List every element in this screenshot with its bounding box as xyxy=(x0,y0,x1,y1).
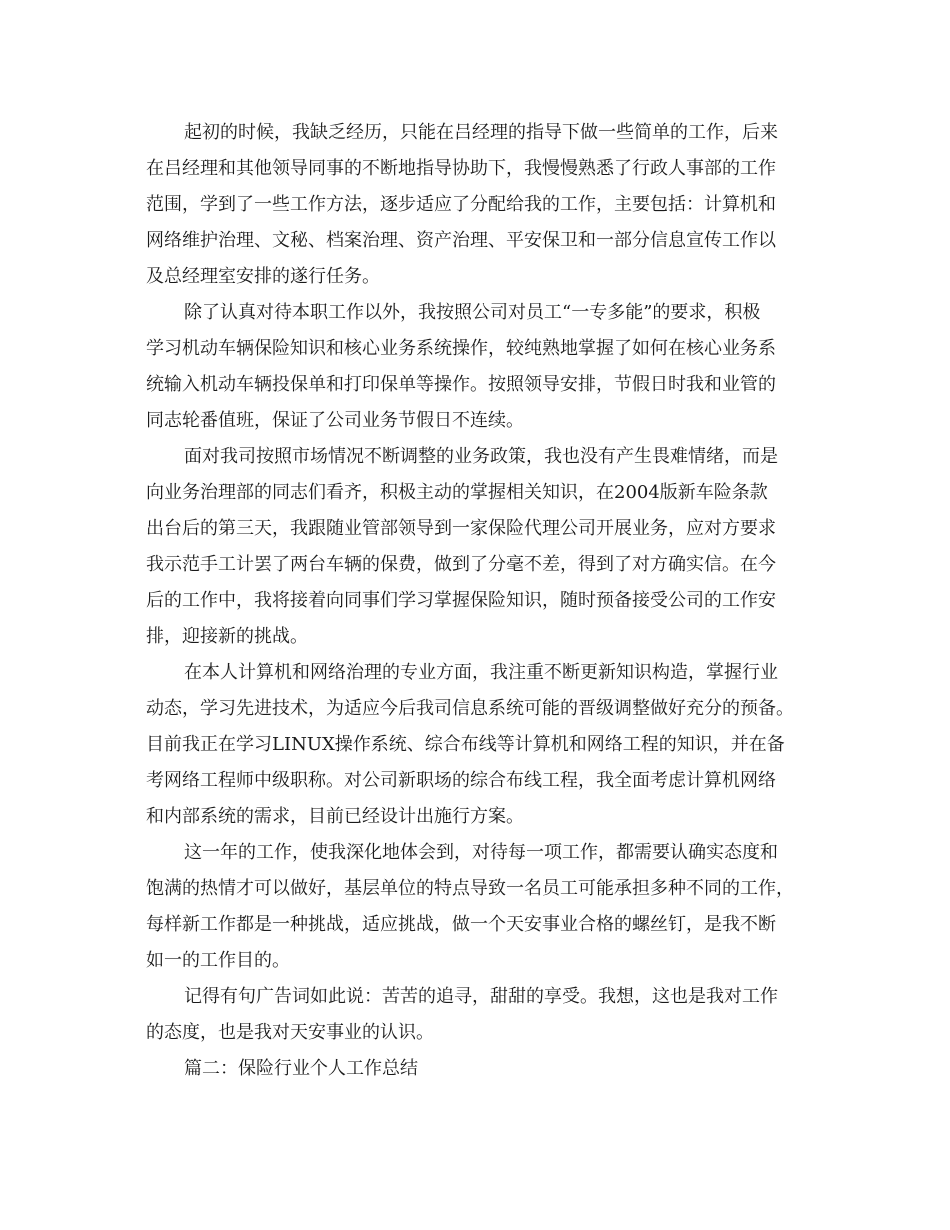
paragraph-line: 目前我正在学习LINUX操作系统、综合布线等计算机和网络工程的知识，并在备 xyxy=(146,734,785,755)
paragraph-line: 面对我司按照市场情况不断调整的业务政策，我也没有产生畏难情绪，而是 xyxy=(184,446,778,467)
paragraph-line: 统输入机动车辆投保单和打印保单等操作。按照领导安排，节假日时我和业管的 xyxy=(146,374,776,395)
paragraph-line: 学习机动车辆保险知识和核心业务系统操作，较纯熟地掌握了如何在核心业务系 xyxy=(146,338,776,359)
section-heading xyxy=(146,1051,806,1087)
paragraph-line: 同志轮番值班，保证了公司业务节假日不连续。 xyxy=(146,410,524,431)
paragraph-line: 记得有句广告词如此说：苦苦的追寻，甜甜的享受。我想，这也是我对工作 xyxy=(184,986,778,1007)
paragraph-line: 出台后的第三天，我跟随业管部领导到一家保险代理公司开展业务，应对方要求 xyxy=(146,518,776,539)
paragraph-line: 在吕经理和其他领导同事的不断地指导协助下，我慢慢熟悉了行政人事部的工作 xyxy=(146,158,776,179)
paragraph-line: 考网络工程师中级职称。对公司新职场的综合布线工程，我全面考虑计算机网络 xyxy=(146,770,776,791)
paragraph-line: 这一年的工作，使我深化地体会到，对待每一项工作，都需要认确实态度和 xyxy=(184,842,778,863)
paragraph-line: 除了认真对待本职工作以外，我按照公司对员工“一专多能”的要求，积极 xyxy=(184,302,761,323)
paragraph-line: 如一的工作目的。 xyxy=(146,950,290,971)
paragraph-line: 范围，学到了一些工作方法，逐步适应了分配给我的工作，主要包括：计算机和 xyxy=(146,194,776,215)
paragraph-2 xyxy=(146,295,806,439)
paragraph-line: 动态，学习先进技术，为适应今后我司信息系统可能的晋级调整做好充分的预备。 xyxy=(146,698,794,719)
paragraph-line: 排，迎接新的挑战。 xyxy=(146,626,308,647)
paragraph-line: 网络维护治理、文秘、档案治理、资产治理、平安保卫和一部分信息宣传工作以 xyxy=(146,230,776,251)
section-heading-text: 篇二：保险行业个人工作总结 xyxy=(184,1058,418,1079)
paragraph-3 xyxy=(146,439,806,655)
paragraph-line: 及总经理室安排的遂行任务。 xyxy=(146,266,380,287)
paragraph-6 xyxy=(146,979,806,1051)
paragraph-line: 饱满的热情才可以做好，基层单位的特点导致一名员工可能承担多种不同的工作， xyxy=(146,878,794,899)
paragraph-1 xyxy=(146,115,806,295)
paragraph-line: 我示范手工计罢了两台车辆的保费，做到了分毫不差，得到了对方确实信。在今 xyxy=(146,554,776,575)
paragraph-line: 起初的时候，我缺乏经历，只能在吕经理的指导下做一些简单的工作，后来 xyxy=(184,122,778,143)
paragraph-line: 的态度，也是我对天安事业的认识。 xyxy=(146,1022,434,1043)
paragraph-4 xyxy=(146,655,806,835)
paragraph-5 xyxy=(146,835,806,979)
paragraph-line: 向业务治理部的同志们看齐，积极主动的掌握相关知识，在2004版新车险条款 xyxy=(146,482,768,503)
paragraph-line: 和内部系统的需求，目前已经设计出施行方案。 xyxy=(146,806,524,827)
paragraph-line: 在本人计算机和网络治理的专业方面，我注重不断更新知识构造，掌握行业 xyxy=(184,662,778,683)
paragraph-line: 每样新工作都是一种挑战，适应挑战，做一个天安事业合格的螺丝钉，是我不断 xyxy=(146,914,776,935)
paragraph-line: 后的工作中，我将接着向同事们学习掌握保险知识，随时预备接受公司的工作安 xyxy=(146,590,776,611)
document-body xyxy=(146,115,806,1087)
